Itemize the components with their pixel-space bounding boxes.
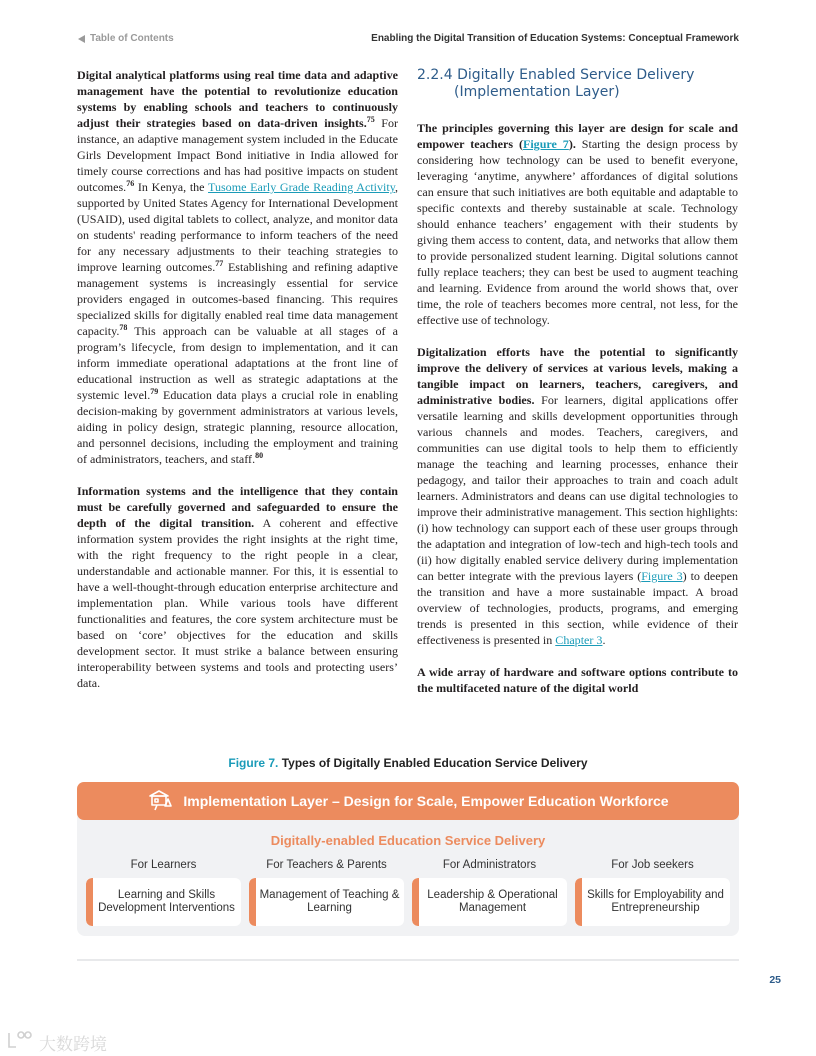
body-text: In Kenya, the (134, 180, 209, 194)
watermark-logo-icon (6, 1030, 36, 1055)
banner-text: Implementation Layer – Design for Scale, Empower Education Workforce (183, 793, 669, 809)
card-text: Leadership & Operational Management (427, 889, 558, 914)
body-text: Starting the design process by considering how technology can be used to benefit everyone, leveraging ‘anytime, anywhere’ affordances of digital solutions can ensure that such initiatives are both equitable and adaptable to specific contexts and thereby sustainable at scale. Technology should enhance teachers’ engagement with their students by giving them access to content, data, and networks that allow them to provide personalized student learning. Digital solutions cannot fully replace teachers; they can best be used to augment teaching and learning. Evidence from around the world shows that, over time, the role of teachers becomes more central, not less, for the effective use of technology. (417, 137, 738, 327)
body-text: Education data plays a crucial role in enabling decision-making by government administrators at various levels, aiding in policy design, strategic planning, resource allocation, and personnel decisions, including the employment and training of administrators, teachers, and staff. (77, 388, 398, 466)
card-learning-skills (86, 878, 241, 926)
section-heading (417, 67, 738, 100)
body-text: For learners, digital applications offer versatile learning and skills development opportunities through various channels and modes. Teachers, caregivers, and communities can use digital tools to help them to efficiently manage the teaching and learning processes, enhance their pedagogy, and tailor their approaches to train and coach adult learners. Administrators and deans can use digital technologies to improve their administrative management. This section highlights: (i) how technology can support each of these user groups through the adaptation and integration of low-tech and high-tech tools and (ii) how digitally enabled service delivery during implementation can better integrate with the previous layers ( (417, 393, 739, 583)
school-building-icon (147, 789, 173, 813)
toc-label: Table of Contents (90, 33, 174, 44)
tusome-link[interactable]: Tusome Early Grade Reading Activity (208, 180, 395, 194)
body-text: ) to deepen the transition and have a more sustainable impact. A broad overview of technologies, products, programs, and emerging trends is presented in this section, while evidence of their effectiveness is presented in (417, 569, 738, 647)
watermark (6, 1030, 107, 1055)
card-accent (412, 878, 419, 926)
body-text: This approach can be valuable at all stages of a program’s lifecycle, from design to implementation, and it can inform immediate operational adaptations at the front line of educational instruction as well as strategic adaptations at the systemic level. (77, 324, 398, 402)
card-leadership-operational (412, 878, 567, 926)
category-learners: For Learners (130, 859, 197, 871)
section-title-line1: Digitally Enabled Service Delivery (457, 67, 695, 83)
lead-sentence: A wide array of hardware and software options contribute to the multifaceted nature of the digital world (417, 665, 738, 695)
figure-title: Types of Digitally Enabled Education Service Delivery (278, 756, 588, 770)
paragraph-digital-analytics (77, 67, 398, 467)
card-text: Skills for Employability and Entrepreneurship (587, 889, 724, 914)
lead-sentence: Digitalization efforts have the potential to significantly improve the delivery of services at various levels, making a tangible impact on learners, teachers, caregivers, and administrative bodies. (417, 345, 738, 407)
delivery-title: Digitally-enabled Education Service Delivery (270, 833, 546, 848)
category-administrators: For Administrators (442, 859, 537, 871)
footnote-ref[interactable]: 79 (150, 386, 159, 396)
body-text: For instance, an adaptive management system included in the Educate Girls Development Impact Bond initiative in India allowed for timely course corrections and has had positive impacts on student outcomes. (77, 116, 398, 194)
lead-sentence-end: ). (568, 137, 576, 151)
body-text: , supported by United States Agency for International Development (USAID), used digital tablets to collect, analyze, and monitor data on students' reading performance to inform teachers of the need for any necessary adjustments to their teaching strategies to improve learning outcomes. (77, 180, 398, 274)
body-text: A coherent and effective information system provides the right insights at the right time, with the right frequency to the right people in a clear, understandable and actionable manner. For this, it is essential to have a well-thought-through education enterprise architecture and implementation plan. While various tools have different functionalities and features, the core system architecture must be based on ‘core’ objectives for the education and skills development sector. It must strike a balance between ensuring interoperability between systems and tools and protecting users’ data. (77, 516, 398, 690)
figure-number: Figure 7. (228, 756, 279, 770)
footnote-ref[interactable]: 80 (255, 450, 264, 460)
watermark-text: 大数跨境 (39, 1035, 107, 1055)
section-number: 2.2.4 (417, 67, 453, 83)
card-employability (575, 878, 730, 926)
chapter-3-link[interactable]: Chapter 3 (555, 633, 603, 647)
page-number: 25 (769, 974, 781, 986)
paragraph-digitalization-efforts (417, 344, 738, 648)
table-of-contents-link[interactable] (78, 33, 174, 44)
running-header-title: Enabling the Digital Transition of Education Systems: Conceptual Framework (371, 33, 739, 44)
card-accent (86, 878, 93, 926)
card-accent (575, 878, 582, 926)
paragraph-information-systems (77, 483, 398, 691)
implementation-layer-banner (77, 782, 739, 820)
figure-caption (0, 756, 816, 770)
category-teachers-parents: For Teachers & Parents (266, 859, 387, 871)
card-text: Learning and Skills Development Interventions (98, 889, 235, 914)
figure-7-link[interactable]: Figure 7 (522, 137, 569, 151)
section-title-line2: (Implementation Layer) (454, 83, 620, 100)
figure-7-diagram (77, 782, 739, 936)
category-job-seekers: For Job seekers (611, 859, 694, 871)
lead-sentence: Digital analytical platforms using real time data and adaptive management have the potential to revolutionize education systems by enabling schools and teachers to continuously adjust their strategies based on data-driven insights. (77, 68, 398, 130)
card-accent (249, 878, 256, 926)
footnote-ref[interactable]: 75 (366, 114, 375, 124)
card-text: Management of Teaching & Learning (259, 889, 400, 914)
footnote-ref[interactable]: 78 (119, 322, 128, 332)
left-column (77, 67, 398, 707)
figure-3-link[interactable]: Figure 3 (641, 569, 683, 583)
back-triangle-icon (78, 35, 85, 43)
paragraph-principles (417, 120, 738, 328)
body-text: Establishing and refining adaptive management systems is increasingly essential for service providers engaged in outcomes-based financing. This requires specialized skills for digitally enabled real time data management capacity. (77, 260, 398, 338)
body-text: . (602, 633, 606, 647)
right-column (417, 67, 738, 712)
paragraph-hardware-software (417, 664, 738, 696)
card-management-teaching (249, 878, 404, 926)
footnote-ref[interactable]: 77 (215, 258, 224, 268)
lead-sentence: The principles governing this layer are design for scale and empower teachers ( (417, 121, 738, 151)
footer-divider (77, 959, 739, 961)
footnote-ref[interactable]: 76 (126, 178, 135, 188)
lead-sentence: Information systems and the intelligence that they contain must be carefully governed and safeguarded to ensure the depth of the digital transition. (77, 484, 398, 530)
